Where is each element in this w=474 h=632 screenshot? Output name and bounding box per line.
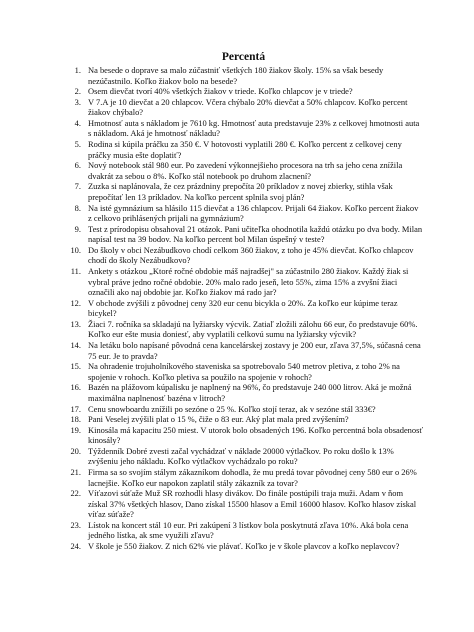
- problem-item: [63, 541, 424, 552]
- problem-number: 21.: [70, 466, 81, 477]
- problem-text: V 7.A je 10 dievčat a 20 chlapcov. Včera chýbalo 20% dievčat a 50% chlapcov. Koľko percent žiakov chýbalo?: [88, 96, 408, 118]
- problem-text: Rodina si kúpila práčku za 350 €. V hotovosti vyplatili 280 €. Koľko percent z celkovej ceny práčky musia ešte doplatiť?: [88, 139, 402, 160]
- problem-text: Nový notebook stál 980 eur. Po zavedení výkonnejšieho procesora na trh sa jeho cena znížila dvakrát za sebou o 8%. Koľko stál notebook po druhom zlacnení?: [88, 160, 403, 181]
- problem-text: Cenu snowboardu znížili po sezóne o 25 %. Koľko stojí teraz, ak v sezóne stál 333€?: [88, 403, 376, 414]
- problem-number: 7.: [74, 181, 81, 192]
- problem-number: 22.: [70, 488, 81, 499]
- problem-text: Bazén na plážovom kúpalisku je naplnený na 96%, čo predstavuje 240 000 litrov. Aká je možná maximálna naplnenosť bazéna v litroch?: [88, 382, 412, 403]
- problem-number: 17.: [70, 403, 81, 414]
- problem-number: 9.: [74, 223, 81, 234]
- problem-item: [63, 488, 424, 520]
- problem-item: [63, 118, 424, 139]
- problem-number: 3.: [74, 96, 81, 107]
- problem-number: 15.: [70, 361, 81, 372]
- problem-text: Víťazovi súťaže Muž SR rozhodli hlasy divákov. Do finále postúpili traja muži. Adam v ňom získal 37% všetkých hlasov, Dano získal 15500 hlasov a Emil 16000 hlasov. Koľko hlasov získal víťaz súťaže?: [88, 488, 417, 520]
- problem-number: 19.: [70, 424, 81, 435]
- problem-item: [63, 361, 424, 382]
- problem-item: [63, 139, 424, 160]
- problem-text: Firma sa so svojím stálym zákazníkom dohodla, že mu predá tovar pôvodnej ceny 580 eur o 26% lacnejšie. Koľko eur napokon zaplatil stály zákazník za tovar?: [88, 466, 417, 488]
- problem-text: V škole je 550 žiakov. Z nich 62% vie plávať. Koľko je v škole plavcov a koľko neplavcov?: [88, 541, 400, 552]
- problem-text: Osem dievčat tvorí 40% všetkých žiakov v triede. Koľko chlapcov je v triede?: [88, 86, 353, 97]
- problem-text: Kinosála má kapacitu 250 miest. V utorok bolo obsadených 196. Koľko percentná bola obsadenosť kinosály?: [88, 424, 424, 446]
- problem-number: 8.: [74, 202, 81, 213]
- problem-item: [63, 86, 424, 97]
- problem-item: [63, 298, 424, 319]
- problem-number: 23.: [70, 519, 81, 530]
- problem-number: 10.: [70, 244, 81, 255]
- problem-text: Test z prírodopisu obsahoval 21 otázok. Pani učiteľka ohodnotila každú otázku po dva body. Milan napísal test na 39 bodov. Na koľko percent bol Milan úspešný v teste?: [88, 223, 423, 245]
- problem-item: [63, 224, 424, 245]
- problem-item: [63, 340, 424, 361]
- problem-number: 2.: [74, 86, 81, 97]
- problem-text: Do školy v obci Nezábudkovo chodí celkom 360 žiakov, z toho je 45% dievčat. Koľko chlapcov chodí do školy Nezábudkovo?: [88, 244, 414, 266]
- problem-number: 11.: [70, 265, 81, 276]
- problem-number: 6.: [74, 160, 81, 171]
- problem-list: [63, 65, 424, 552]
- problem-number: 16.: [70, 382, 81, 393]
- problem-item: [63, 245, 424, 266]
- problem-text: Na ohradenie trojuholníkového staveniska sa spotrebovalo 540 metrov pletiva, z toho 2% na spojenie v rohoch. Koľko pletiva sa použilo na spojenie v rohoch?: [88, 361, 400, 382]
- problem-number: 12.: [70, 297, 81, 308]
- problem-number: 4.: [74, 117, 81, 128]
- problem-text: Hmotnosť auta s nákladom je 7610 kg. Hmotnosť auta predstavuje 23% z celkovej hmotnosti auta s nákladom. Aká je hmotnosť nákladu?: [88, 117, 420, 139]
- problem-text: Na letáku bolo napísané pôvodná cena kancelárskej zostavy je 200 eur, zľava 37,5%, súčasná cena 75 eur. Je to pravda?: [88, 340, 421, 361]
- problem-number: 18.: [70, 414, 81, 425]
- problem-text: Na isté gymnázium sa hlásilo 115 dievčat a 136 chlapcov. Prijali 64 žiakov. Koľko percent žiakov z celkovo prihlásených prijali na gymnázium?: [88, 202, 419, 224]
- page-title: Percentá: [221, 51, 266, 63]
- problem-text: Lístok na koncert stál 10 eur. Pri zakúpení 3 lístkov bola poskytnutá zľava 10%. Aká bola cena jedného lístka, ak sme využili zľavu?: [88, 519, 409, 541]
- problem-item: [63, 160, 424, 181]
- problem-item: [63, 203, 424, 224]
- problem-number: 5.: [74, 139, 81, 150]
- problem-text: V obchode zvýšili z pôvodnej ceny 320 eur cenu bicykla o 20%. Za koľko eur kúpime teraz bicykel?: [88, 297, 398, 319]
- problem-item: [63, 97, 424, 118]
- problem-number: 14.: [70, 340, 81, 351]
- problem-text: Pani Veselej zvýšili plat o 15 %, čiže o 83 eur. Aký plat mala pred zvýšením?: [88, 414, 349, 425]
- problem-text: Týždenník Dobré zvesti začal vychádzať v náklade 20000 výtlačkov. Po roku došlo k 13% zvýšeniu jeho nákladu. Koľko výtlačkov vychádzalo po roku?: [88, 445, 394, 467]
- problem-item: [63, 414, 424, 425]
- problem-number: 1.: [74, 65, 81, 75]
- problem-item: [63, 467, 424, 488]
- problem-number: 13.: [70, 318, 81, 329]
- problem-item: [63, 65, 424, 86]
- problem-item: [63, 319, 424, 340]
- problem-item: [63, 520, 424, 541]
- problem-number: 20.: [70, 445, 81, 456]
- problem-item: [63, 446, 424, 467]
- problem-item: [63, 425, 424, 446]
- problem-text: Žiaci 7. ročníka sa skladajú na lyžiarsky výcvik. Zatiaľ zložili zálohu 66 eur, čo predstavuje 60%. Koľko eur ešte musia doniesť, aby vyplatili celkovú sumu na lyžiarsky výcvik?: [88, 318, 418, 340]
- problem-text: Na besede o doprave sa malo zúčastniť všetkých 180 žiakov školy. 15% sa však besedy nezúčastnilo. Koľko žiakov bolo na besede?: [88, 65, 384, 86]
- problem-number: 24.: [70, 541, 81, 552]
- problem-item: [63, 266, 424, 298]
- problem-item: [63, 382, 424, 403]
- problem-item: [63, 181, 424, 202]
- problem-text: Zuzka si naplánovala, že cez prázdniny prepočíta 20 príkladov z novej zbierky, stihla však prepočítať len 13 príkladov. Na koľko percent splnila svoj plán?: [88, 181, 393, 202]
- problem-item: [63, 404, 424, 415]
- problem-text: Ankety s otázkou „Ktoré ročné obdobie máš najradšej" sa zúčastnilo 280 žiakov. Každý žiak si vybral práve jedno ročné obdobie. 20% malo rado jeseň, leto 55%, zima 15% a zvyšní žiaci označili ako naj obdobie jar. Koľko žiakov má rado jar?: [88, 265, 409, 298]
